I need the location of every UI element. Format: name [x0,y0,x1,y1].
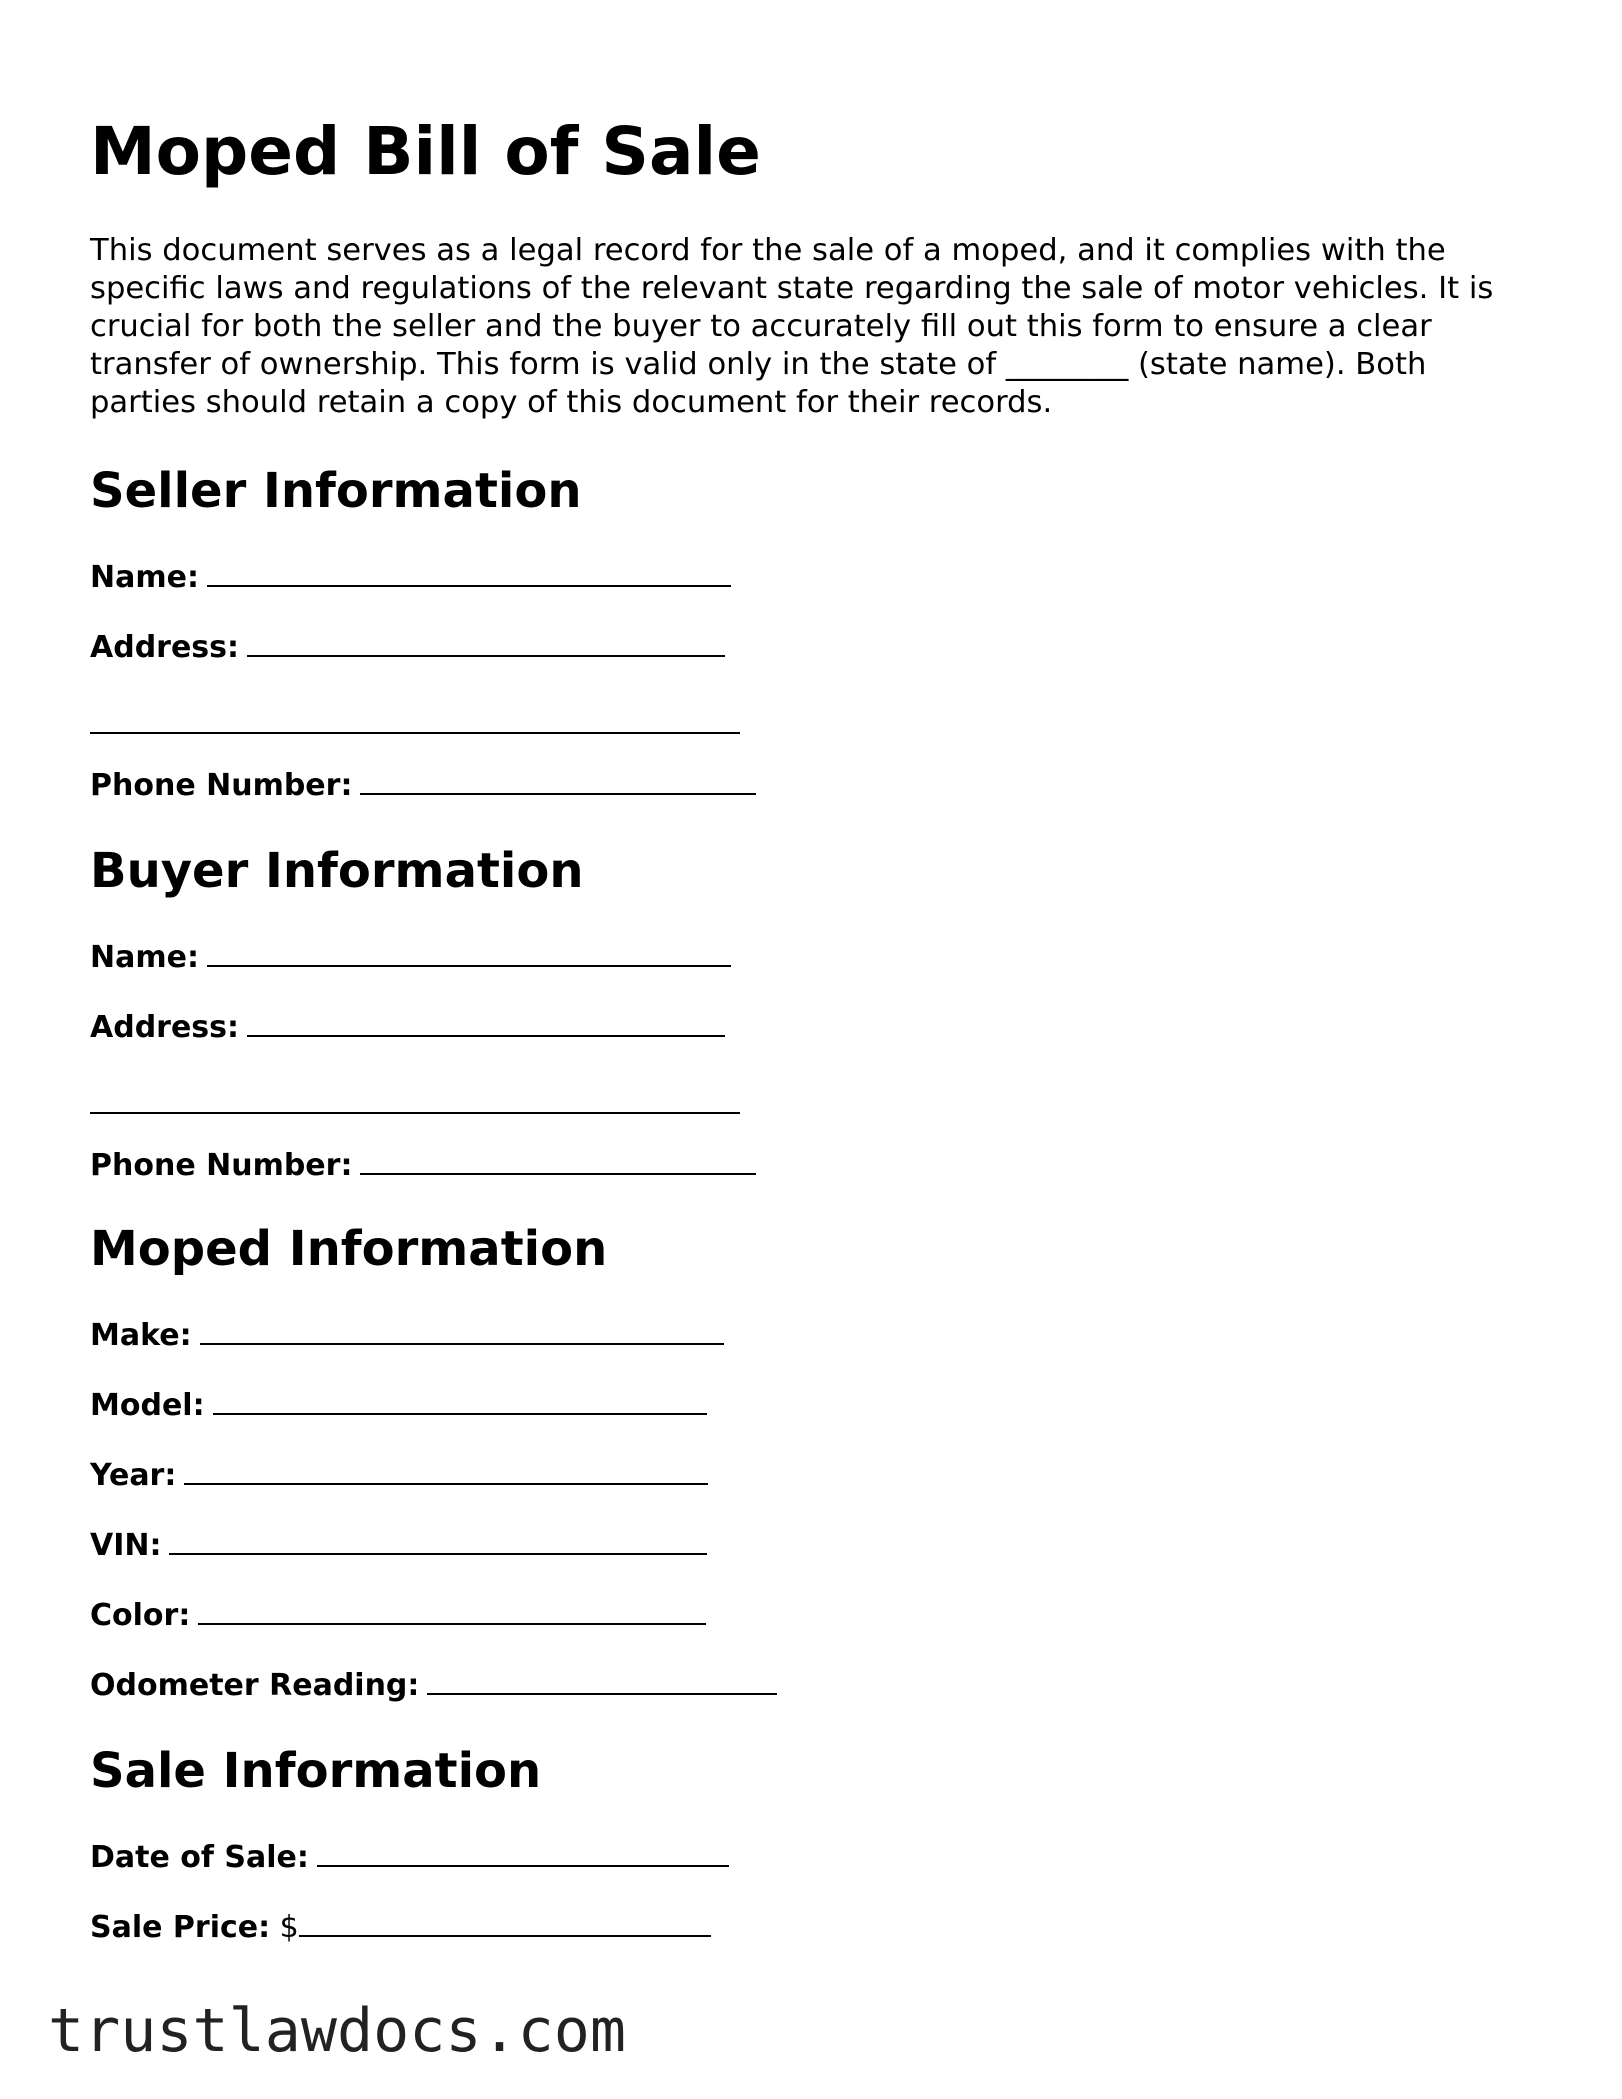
moped-make-blank[interactable] [200,1343,724,1345]
sale-price-label: Sale Price: [90,1910,271,1945]
buyer-name-blank[interactable] [207,965,731,967]
sale-section-heading: Sale Information [90,1743,542,1799]
seller-phone-label: Phone Number: [90,768,353,803]
moped-odometer-field [90,1668,777,1704]
moped-section-heading: Moped Information [90,1221,608,1277]
buyer-address-label: Address: [90,1010,240,1045]
seller-name-blank[interactable] [207,585,731,587]
intro-text-end: (state name). Both parties should retain a copy of this document for their records. [90,347,1427,420]
buyer-address-field [90,1010,725,1046]
sale-date-blank[interactable] [317,1865,729,1867]
buyer-name-field [90,940,731,976]
buyer-name-label: Name: [90,940,199,975]
buyer-address-line-2[interactable] [90,1112,740,1114]
moped-vin-label: VIN: [90,1528,162,1563]
currency-symbol: $ [279,1910,299,1945]
moped-year-label: Year: [90,1458,177,1493]
site-watermark: trustlawdocs.com [48,1996,626,2066]
buyer-phone-blank[interactable] [360,1173,756,1175]
page-title: Moped Bill of Sale [90,113,761,190]
moped-odometer-label: Odometer Reading: [90,1668,420,1703]
moped-vin-blank[interactable] [169,1553,707,1555]
moped-model-field [90,1388,707,1424]
seller-address-blank[interactable] [247,655,725,657]
sale-price-field [90,1910,711,1946]
seller-phone-blank[interactable] [360,793,756,795]
seller-name-field [90,560,731,596]
moped-color-blank[interactable] [198,1623,706,1625]
intro-paragraph [90,232,1540,422]
sale-date-field [90,1840,729,1876]
state-name-blank: ________ [1005,347,1129,382]
moped-odometer-blank[interactable] [427,1693,777,1695]
moped-model-label: Model: [90,1388,205,1423]
seller-section-heading: Seller Information [90,463,582,519]
buyer-phone-label: Phone Number: [90,1148,353,1183]
buyer-section-heading: Buyer Information [90,843,584,899]
sale-price-blank[interactable] [299,1935,711,1937]
seller-phone-field [90,768,756,804]
seller-name-label: Name: [90,560,199,595]
intro-text-start: This document serves as a legal record for the sale of a moped, and it complies with the specific laws and regulations of the relevant state regarding the sale of motor vehicles. It is crucial for both the seller and the buyer to accurately fill out this form to ensure a clear transfer of ownership. This form is valid only in the state of [90,233,1494,382]
moped-vin-field [90,1528,707,1564]
buyer-address-blank[interactable] [247,1035,725,1037]
moped-make-field [90,1318,724,1354]
moped-color-label: Color: [90,1598,191,1633]
seller-address-field [90,630,725,666]
sale-date-label: Date of Sale: [90,1840,309,1875]
moped-year-field [90,1458,708,1494]
moped-make-label: Make: [90,1318,192,1353]
buyer-phone-field [90,1148,756,1184]
moped-color-field [90,1598,706,1634]
seller-address-label: Address: [90,630,240,665]
seller-address-line-2[interactable] [90,732,740,734]
moped-year-blank[interactable] [184,1483,708,1485]
moped-model-blank[interactable] [213,1413,707,1415]
